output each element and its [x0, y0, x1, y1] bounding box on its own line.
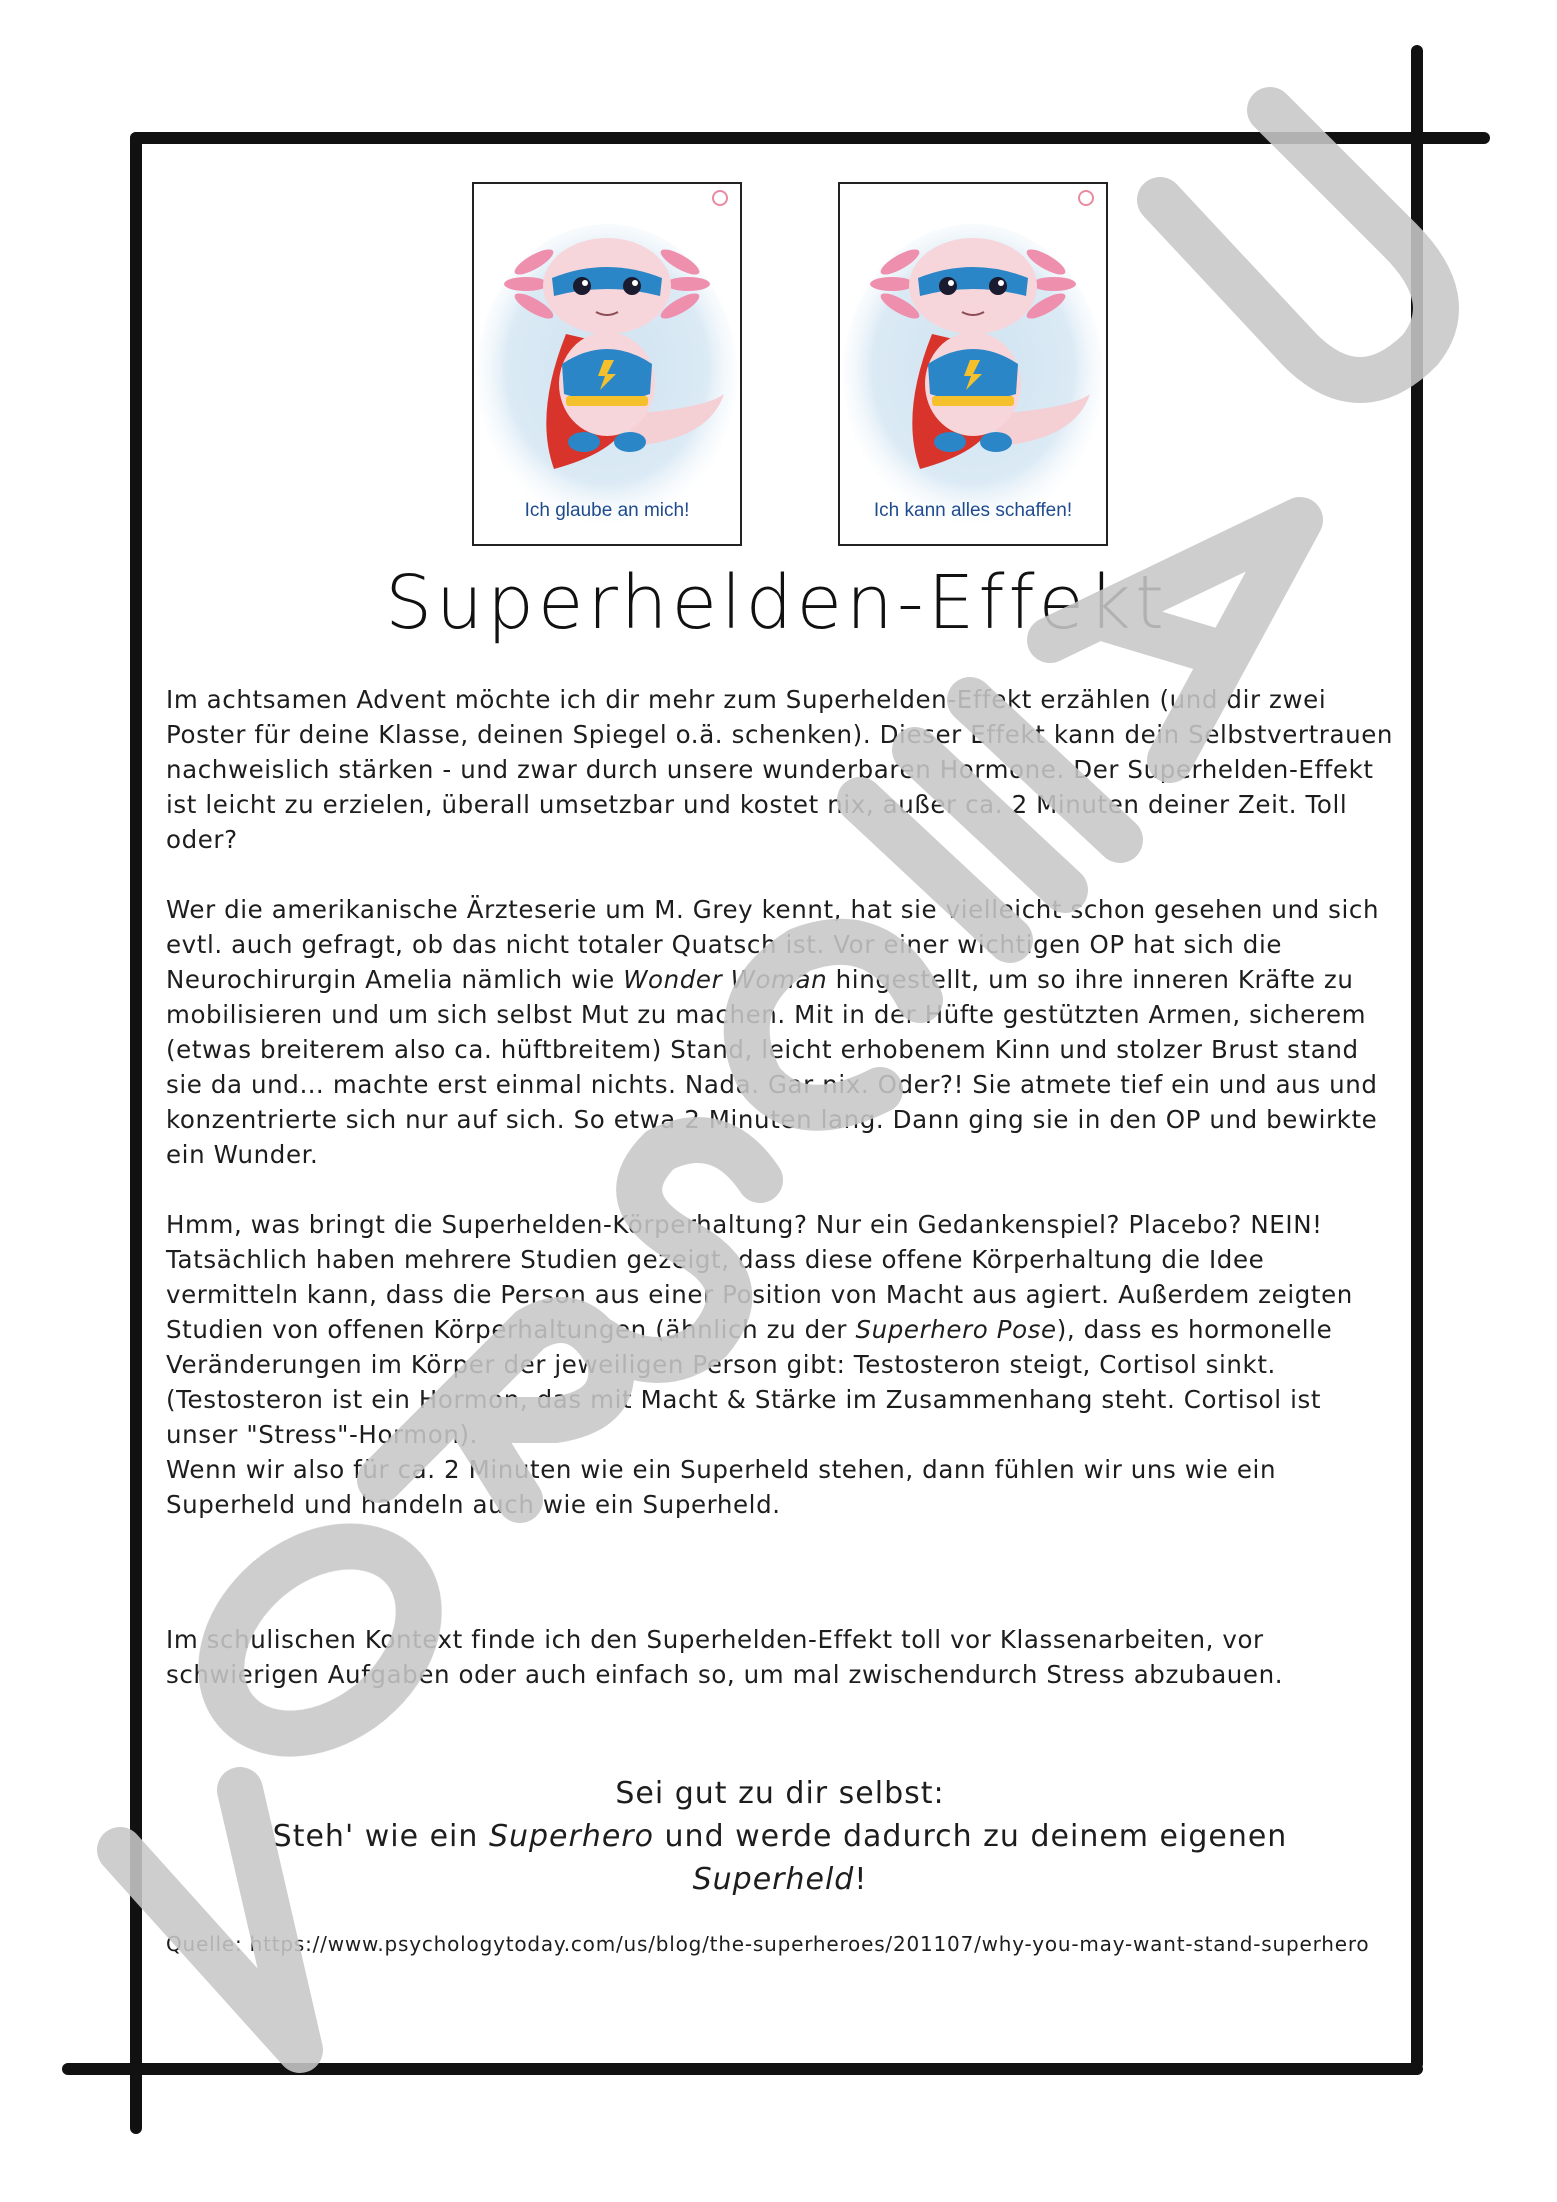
- paragraph-intro: Im achtsamen Advent möchte ich dir mehr zum Superhelden-Effekt erzählen (und dir zwei Poster für deine Klasse, deinen Spiegel o.ä. schenken). Dieser Effekt kann dein Selbstvertrauen nachweislich stärken - und zwar durch unsere wunderbaren Hormone. Der Superhelden-Effekt ist leicht zu erzielen, überall umsetzbar und kostet nix, außer ca. 2 Minuten deiner Zeit. Toll oder?: [166, 685, 1394, 854]
- paragraph-school-context: Im schulischen Kontext finde ich den Superhelden-Effekt toll vor Klassenarbeiten, vor schwierigen Aufgaben oder auch einfach so, um mal zwischendurch Stress abzubauen.: [166, 1625, 1284, 1689]
- poster-caption: Ich kann alles schaffen!: [873, 500, 1073, 521]
- article-body: [166, 682, 1394, 1959]
- text-span: !: [854, 1862, 868, 1897]
- motto-line-2: [166, 1815, 1394, 1858]
- motto-line-3: [166, 1858, 1394, 1901]
- paragraph-studies: [166, 1207, 1394, 1452]
- poster-cards: [0, 182, 1557, 544]
- axolotl-superhero-image: [474, 184, 740, 544]
- text-span: ), dass es hormonelle Veränderungen im Körper der jeweiligen Person gibt: Testosteron steigt, Cortisol sinkt. (Testosteron ist ein Hormon, das mit Macht & Stärke im Zusammenhang steht. Cortisol ist unser "Stress"-Hormon).: [166, 1315, 1333, 1449]
- page-title: Superhelden-Effekt: [385, 560, 1168, 646]
- text-span: Steh' wie ein: [272, 1819, 489, 1854]
- frame-bottom-line: [62, 2063, 1423, 2075]
- emphasis-text: Superheld: [692, 1862, 855, 1897]
- emphasis-text: Superhero: [488, 1819, 654, 1854]
- axolotl-superhero-image: [840, 184, 1106, 544]
- poster-card-2: [838, 182, 1108, 546]
- emphasis-text: Wonder Woman: [623, 965, 828, 994]
- source-citation: Quelle: https://www.psychologytoday.com/us/blog/the-superheroes/201107/why-you-may-want-stand-superhero: [166, 1932, 1370, 1956]
- text-span: Wer die amerikanische Ärzteserie um M. Grey kennt, hat sie vielleicht schon gesehen und sich evtl. auch gefragt, ob das nicht totaler Quatsch ist. Vor einer wichtigen OP hat sich die Neurochirurgin Amelia nämlich wie: [166, 895, 1380, 994]
- poster-caption: Ich glaube an mich!: [524, 500, 690, 521]
- paragraph-conclusion: Wenn wir also für ca. 2 Minuten wie ein Superheld stehen, dann fühlen wir uns wie ein Superheld und handeln auch wie ein Superheld.: [166, 1455, 1277, 1519]
- text-span: und werde dadurch zu deinem eigenen: [654, 1819, 1288, 1854]
- emphasis-text: Superhero Pose: [855, 1315, 1057, 1344]
- text-span: Hmm, was bringt die Superhelden-Körperhaltung? Nur ein Gedankenspiel? Placebo? NEIN! Tatsächlich haben mehrere Studien gezeigt, dass diese offene Körperhaltung die Idee vermitteln kann, dass die Person aus einer Position von Macht aus agiert. Außerdem zeigten Studien von offenen Körperhaltungen (ähnlich zu der: [166, 1210, 1353, 1344]
- poster-card-1: [472, 182, 742, 546]
- paragraph-grey-story: [166, 892, 1394, 1172]
- frame-top-line: [130, 132, 1490, 144]
- motto-line-1: Sei gut zu dir selbst:: [615, 1776, 945, 1811]
- text-span: hingestellt, um so ihre inneren Kräfte zu mobilisieren und um sich selbst Mut zu machen. Mit in der Hüfte gestützten Armen, sicherem (etwas breiterem also ca. hüftbreitem) Stand, leicht erhobenem Kinn und stolzer Brust stand sie da und… machte erst einmal nichts. Nada. Gar nix. Oder?! Sie atmete tief ein und aus und konzentrierte sich nur auf sich. So etwa 2 Minuten lang. Dann ging sie in den OP und bewirkte ein Wunder.: [166, 965, 1378, 1169]
